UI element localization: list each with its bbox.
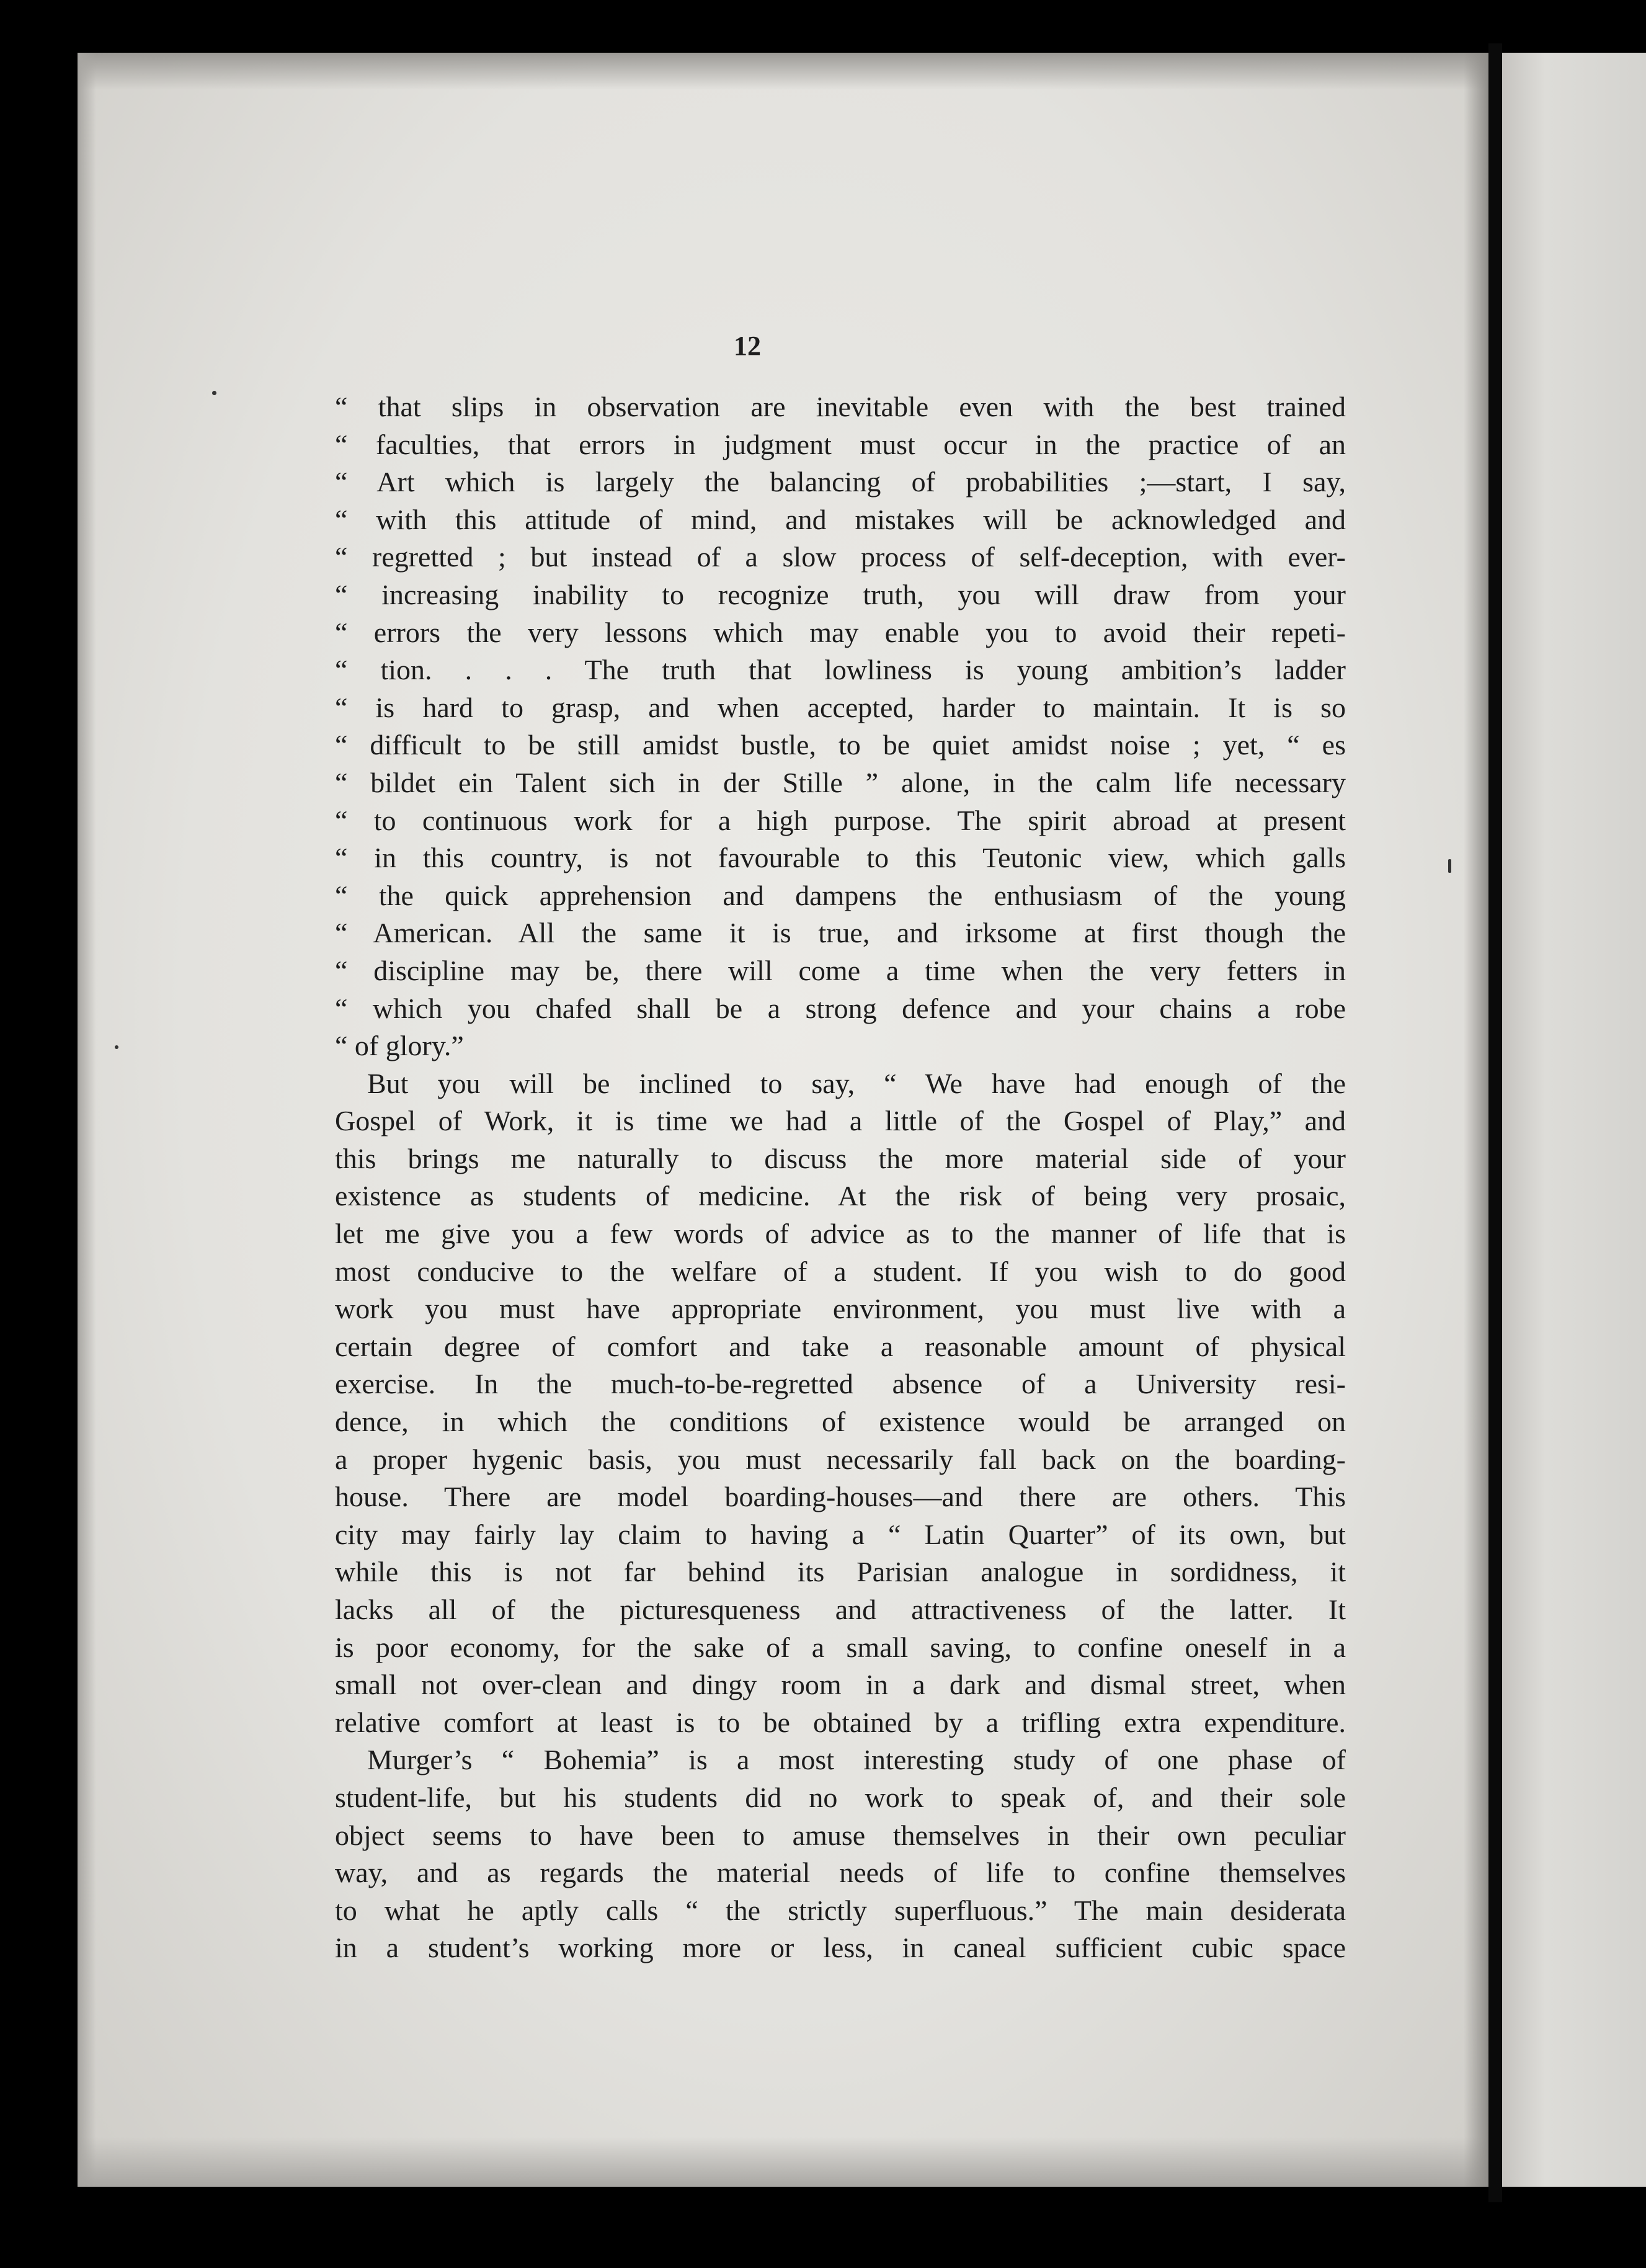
text-line: “ is hard to grasp, and when accepted, harder to maintain. It is so [335,691,1346,723]
text-line: exercise. In the much-to-be-regretted absence of a University resi- [335,1368,1346,1400]
text-line: this brings me naturally to discuss the more material side of your [335,1142,1346,1174]
page-number: 12 [734,331,761,361]
text-line: small not over-clean and dingy room in a dark and dismal street, when [335,1669,1346,1701]
text-line: work you must have appropriate environment, you must live with a [335,1293,1346,1325]
text-line: “ regretted ; but instead of a slow process of self-deception, with ever- [335,541,1346,573]
page-shadow-top [78,53,1488,90]
text-line: house. There are model boarding-houses—and there are others. This [335,1481,1346,1513]
book-page [78,53,1488,2187]
text-line: lacks all of the picturesqueness and attractiveness of the latter. It [335,1594,1346,1625]
text-line: “ American. All the same it is true, and irksome at first though the [335,917,1346,949]
text-line: existence as students of medicine. At the risk of being very prosaic, [335,1180,1346,1212]
text-line: “ tion. . . . The truth that lowliness is young ambition’s ladder [335,654,1346,686]
book-gutter [1488,43,1502,2202]
text-line: student-life, but his students did no work to speak of, and their sole [335,1781,1346,1813]
text-line: “ of glory.” [335,1030,464,1062]
text-line: “ difficult to be still amidst bustle, to be quiet amidst noise ; yet, “ es [335,729,1346,761]
text-line: “ discipline may be, there will come a time when the very fetters in [335,954,1346,986]
text-line: a proper hygenic basis, you must necessarily fall back on the boarding- [335,1443,1346,1475]
text-line: “ with this attitude of mind, and mistakes will be acknowledged and [335,503,1346,535]
text-line: But you will be inclined to say, “ We have had enough of the [367,1067,1346,1099]
text-line: way, and as regards the material needs of life to confine themselves [335,1857,1346,1889]
text-line: “ that slips in observation are inevitable even with the best trained [335,391,1346,422]
text-line: “ which you chafed shall be a strong defence and your chains a robe [335,992,1346,1024]
text-line: “ faculties, that errors in judgment must occur in the practice of an [335,428,1346,460]
adjacent-page-edge [1502,53,1646,2187]
text-line: let me give you a few words of advice as to the manner of life that is [335,1218,1346,1250]
scan-speck [212,391,216,395]
text-line: while this is not far behind its Parisian analogue in sordidness, it [335,1556,1346,1588]
text-line: “ to continuous work for a high purpose. The spirit abroad at present [335,804,1346,836]
text-line: “ the quick apprehension and dampens the enthusiasm of the young [335,879,1346,911]
text-line: “ increasing inability to recognize truth, you will draw from your [335,578,1346,610]
text-line: “ bildet ein Talent sich in der Stille ” alone, in the calm life necessary [335,766,1346,798]
text-line: object seems to have been to amuse themselves in their own peculiar [335,1819,1346,1851]
text-line: city may fairly lay claim to having a “ Latin Quarter” of its own, but [335,1518,1346,1550]
text-line: certain degree of comfort and take a reasonable amount of physical [335,1330,1346,1362]
page-shadow-left [78,53,96,2187]
scan-speck [1448,859,1451,873]
text-line: “ in this country, is not favourable to this Teutonic view, which galls [335,842,1346,874]
scan-speck [115,1045,118,1049]
text-line: dence, in which the conditions of existence would be arranged on [335,1406,1346,1438]
text-line: in a student’s working more or less, in caneal sufficient cubic space [335,1932,1346,1964]
text-line: to what he aptly calls “ the strictly superfluous.” The main desiderata [335,1894,1346,1926]
text-line: is poor economy, for the sake of a small saving, to confine oneself in a [335,1631,1346,1663]
body-text [335,388,1346,1967]
page-shadow-right [1464,53,1488,2187]
text-line: relative comfort at least is to be obtained by a trifling extra expenditure. [335,1706,1346,1738]
text-line: Gospel of Work, it is time we had a little of the Gospel of Play,” and [335,1105,1346,1137]
text-line: “ errors the very lessons which may enable you to avoid their repeti- [335,616,1346,648]
page-shadow-bottom [78,2137,1488,2187]
text-line: most conducive to the welfare of a student. If you wish to do good [335,1255,1346,1287]
text-line: “ Art which is largely the balancing of probabilities ;—start, I say, [335,466,1346,498]
text-line: Murger’s “ Bohemia” is a most interesting study of one phase of [367,1744,1346,1776]
